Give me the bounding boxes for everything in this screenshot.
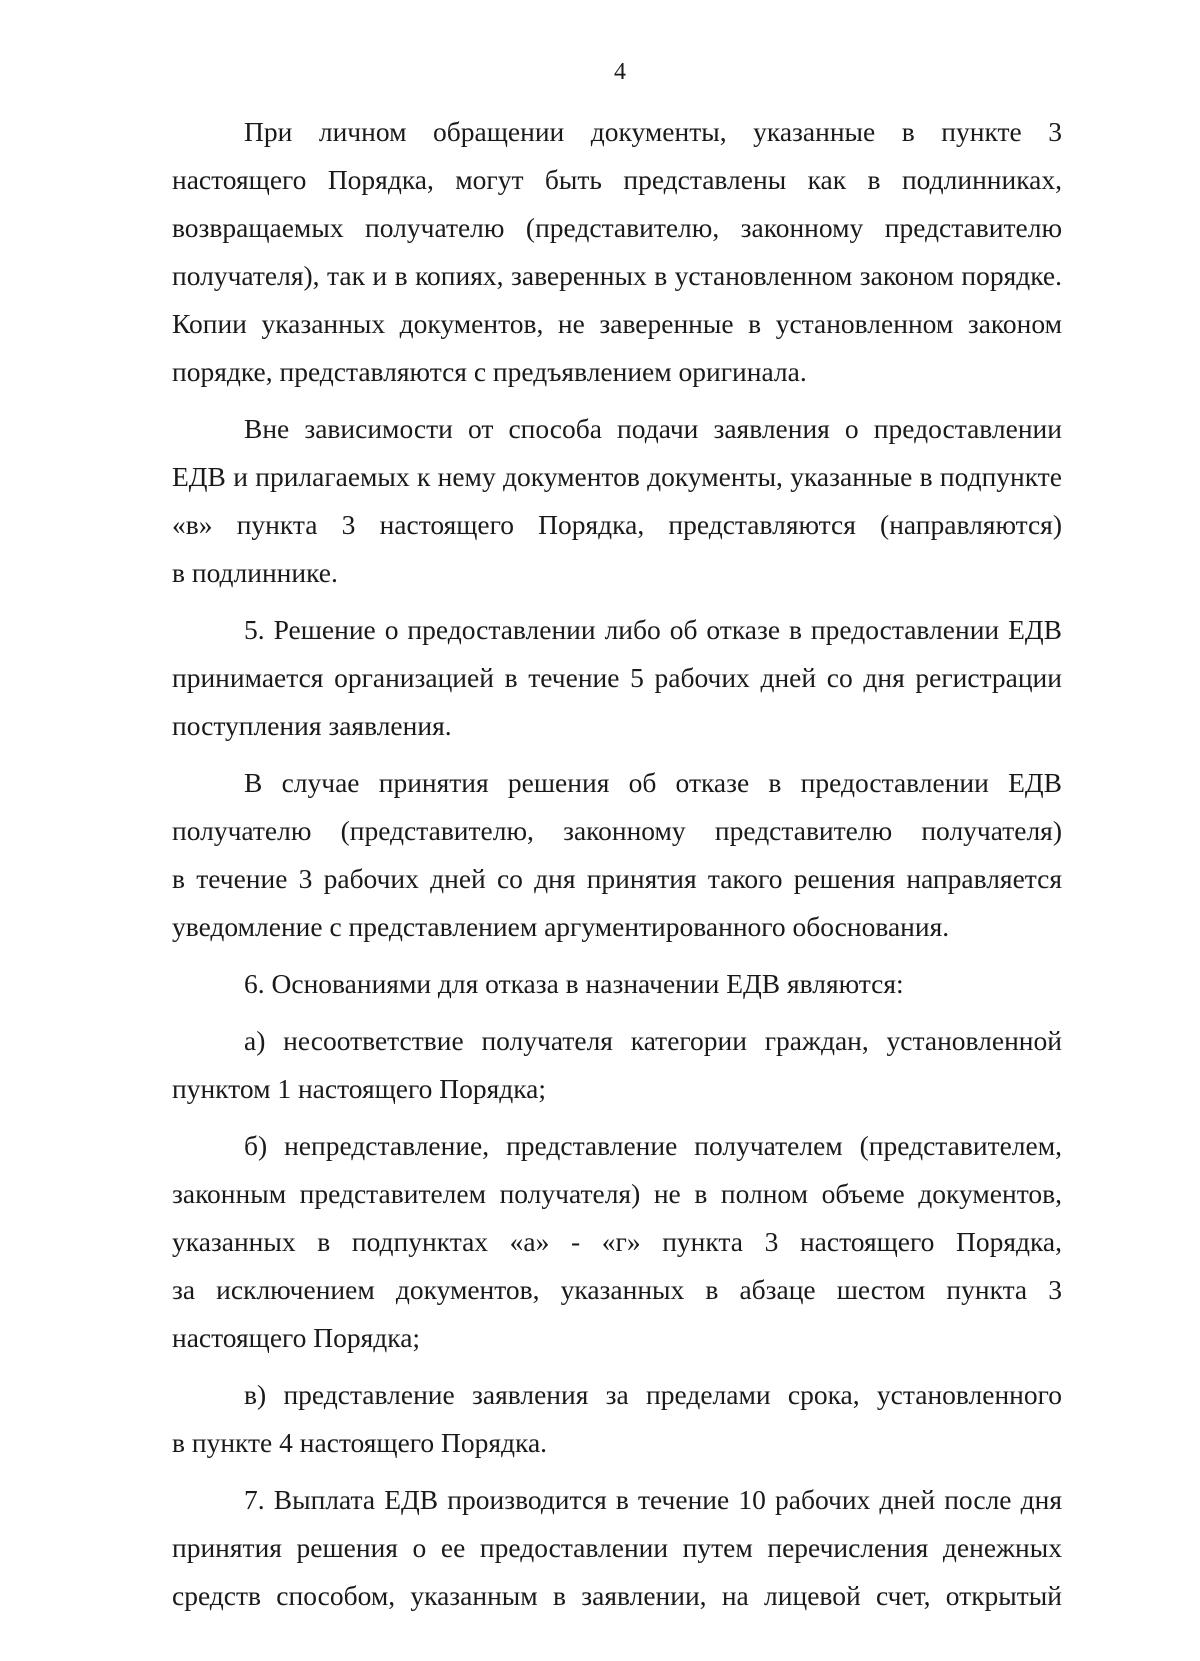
text-line: Вне зависимости от способа подачи заявления о предоставлении	[244, 413, 1062, 444]
text-line: в подлиннике.	[172, 557, 338, 588]
text-line: При личном обращении документы, указанные в пункте 3	[244, 116, 1062, 147]
text-line: возвращаемых получателю (представителю, законному представителю	[172, 212, 1062, 243]
text-line: 5. Решение о предоставлении либо об отказе в предоставлении ЕДВ	[244, 614, 1062, 645]
paragraph	[172, 960, 1062, 1008]
text-line: ЕДВ и прилагаемых к нему документов документы, указанные в подпункте	[172, 461, 1062, 492]
text-line: б) непредставление, представление получателем (представителем,	[244, 1130, 1062, 1161]
paragraph	[172, 405, 1062, 597]
text-line: поступления заявления.	[172, 710, 452, 741]
paragraph	[172, 1476, 1062, 1620]
text-line: законным представителем получателя) не в полном объеме документов,	[172, 1178, 1062, 1209]
document-body	[172, 108, 1062, 1629]
text-line: уведомление с представлением аргументированного обоснования.	[172, 911, 950, 942]
text-line: принимается организацией в течение 5 рабочих дней со дня регистрации	[172, 662, 1062, 693]
text-line: настоящего Порядка;	[172, 1322, 421, 1353]
text-line: В случае принятия решения об отказе в предоставлении ЕДВ	[244, 767, 1062, 798]
page-number: 4	[614, 59, 626, 85]
text-line: порядке, представляются с предъявлением оригинала.	[172, 356, 807, 387]
paragraph	[172, 759, 1062, 951]
paragraph	[172, 1017, 1062, 1113]
paragraph	[172, 606, 1062, 750]
text-line: Копии указанных документов, не заверенные в установленном законом	[172, 308, 1062, 339]
text-line: за исключением документов, указанных в абзаце шестом пункта 3	[172, 1274, 1062, 1305]
paragraph	[172, 1371, 1062, 1467]
text-line: в течение 3 рабочих дней со дня принятия такого решения направляется	[172, 863, 1062, 894]
text-line: 7. Выплата ЕДВ производится в течение 10 рабочих дней после дня	[244, 1484, 1062, 1515]
text-line: указанных в подпунктах «а» - «г» пункта 3 настоящего Порядка,	[172, 1226, 1062, 1257]
text-line: принятия решения о ее предоставлении путем перечисления денежных	[172, 1532, 1062, 1563]
text-line: в) представление заявления за пределами срока, установленного	[244, 1379, 1062, 1410]
text-line: пунктом 1 настоящего Порядка;	[172, 1073, 547, 1104]
text-line: получателю (представителю, законному представителю получателя)	[172, 815, 1062, 846]
text-line: средств способом, указанным в заявлении, на лицевой счет, открытый	[172, 1580, 1062, 1611]
text-line: а) несоответствие получателя категории граждан, установленной	[244, 1025, 1062, 1056]
text-line: настоящего Порядка, могут быть представлены как в подлинниках,	[172, 164, 1062, 195]
text-line: в пункте 4 настоящего Порядка.	[172, 1427, 548, 1458]
text-line: 6. Основаниями для отказа в назначении ЕДВ являются:	[244, 968, 904, 999]
text-line: получателя), так и в копиях, заверенных в установленном законом порядке.	[172, 260, 1062, 291]
paragraph	[172, 1122, 1062, 1362]
paragraph	[172, 108, 1062, 396]
text-line: «в» пункта 3 настоящего Порядка, представляются (направляются)	[172, 509, 1062, 540]
